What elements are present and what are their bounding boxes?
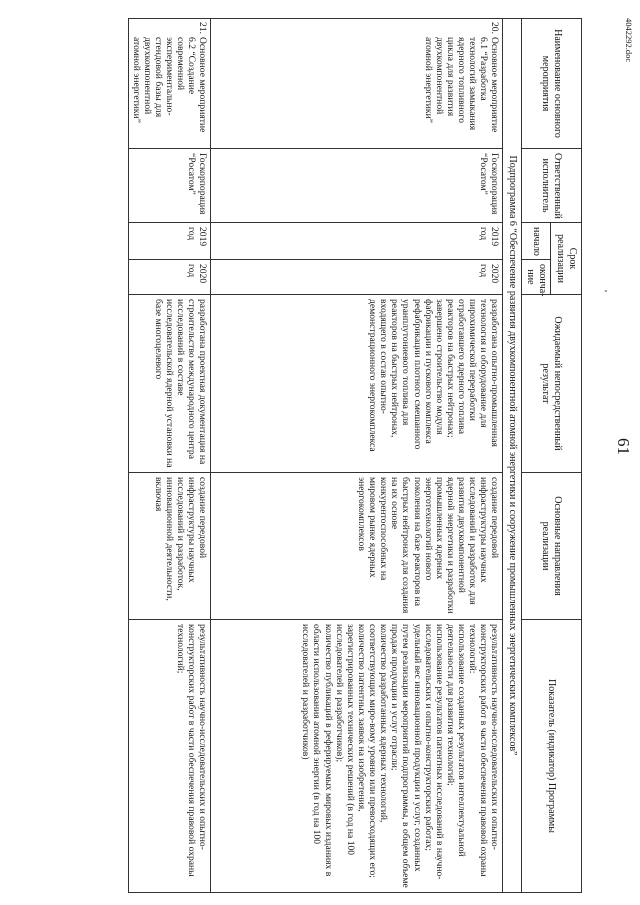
- page-number: 61: [614, 438, 633, 455]
- row-name: Основное мероприятие 6.2 “Создание современной экспериментально-стендовой базы для двухкомпонентной атомной энергетики”: [130, 37, 209, 133]
- header-name: Наименование основного мероприятия: [522, 19, 582, 149]
- row-executor: Госкорпорация “Росатом”: [128, 149, 211, 223]
- table-row: [128, 19, 211, 893]
- program-table: [128, 18, 582, 893]
- row-executor: Госкорпорация “Росатом”: [211, 149, 503, 223]
- row-name-cell: [211, 19, 503, 149]
- header-result: Ожидаемый непосредственный результат: [522, 295, 582, 473]
- row-indicator: результативность научно-исследовательских и опытно-конструкторских работ в части обеспечения правовой охраны технологий: использование созданных результатов интеллектуальной деятельности для развития технологий; использование результатов патентных исследований в научно-исследовательских и опытно-конструкторских работах; удельный вес инновационной продукции и услуг, созданных путем реализации мероприятий подпрограммы, в общем объеме продаж продукции и услуг отрасли; количество разработанных ядерных технологий, соответствующих миро-вому уровню или превосходящих его; количество патентных заявок на изобретения, зарегистрированных технических решений (в год на 100 исследователей и разработчиков); количество публикаций в реферируемых мировых изданиях в области использования атомной энергии (в год на 100 исследователей и разработчиков): [211, 620, 503, 893]
- table-row: [211, 19, 503, 893]
- row-name-cell: [128, 19, 211, 149]
- row-start: 2019 год: [128, 223, 211, 260]
- row-indicator: результативность научно-исследовательских и опытно-конструкторских работ в части обеспечения правовой охраны технологий;: [128, 620, 211, 893]
- stray-mark: ': [597, 290, 609, 292]
- row-number: 21.: [197, 22, 209, 34]
- row-start: 2019 год: [211, 223, 503, 260]
- header-indicator: Показатель (индикатор) Программы: [522, 620, 582, 893]
- header-directions: Основные направления реализации: [522, 473, 582, 620]
- row-directions: создание передовой инфраструктуры научных исследований и разработок для развития двухкомпонентной ядерной энергетики и разработки промышленных ядерных энерготехнологий нового поколения на базе реакторов на быстрых нейтронах для создания на их основе конкурентоспособных на мировом рынке ядерных энергокомплексов: [211, 473, 503, 620]
- row-end: 2020 год: [128, 260, 211, 295]
- table-header-row: [551, 19, 582, 893]
- footer-doc-name: 4042292.doc: [624, 18, 634, 63]
- header-executor: Ответственный исполнитель: [522, 149, 582, 223]
- row-result: разработана проектная документация на строительство международного центра исследований в составе исследовательской ядерной установки на базе многоцелевого: [128, 295, 211, 473]
- header-period: Срок реализации: [551, 223, 582, 295]
- row-result: разработана опытно-промышленная технология и оборудование для пирохимической переработки отработавшего ядерного топлива реакторов на быстрых нейтронах; завершено строительство модуля фабрикации и пускового комплекса рефабрикации плотного смешанного уранплутониевого топлива для реакторов на быстрых нейтронах, входящего в состав опытно-демонстрационного энергокомплекса: [211, 295, 503, 473]
- header-end: оконча-ние: [522, 260, 551, 295]
- subprogram-row: [503, 19, 522, 893]
- row-name: Основное мероприятие 6.1 “Разработка технологий замыкания ядерного топливного цикла для развития двухкомпонентной атомной энергетики”: [422, 37, 501, 133]
- subprogram-title: Подпрограмма 6 “Обеспечение развития двухкомпонентной атомной энергетики и сооружение промышленных энергетических комплексов”: [503, 19, 522, 893]
- row-number: 20.: [489, 22, 501, 34]
- row-end: 2020 год: [211, 260, 503, 295]
- row-directions: создание передовой инфраструктуры научных исследований и разработок, инновационной деятельности, включая: [128, 473, 211, 620]
- header-start: начало: [522, 223, 551, 260]
